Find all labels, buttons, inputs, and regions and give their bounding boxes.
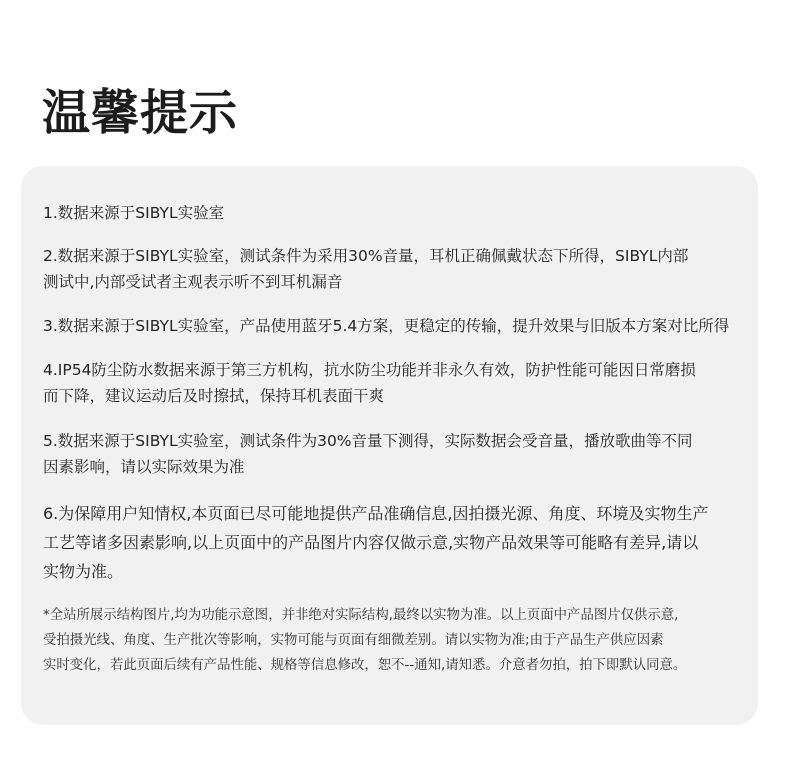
note-4-line-1: 4.IP54防尘防水数据来源于第三方机构，抗水防尘功能并非永久有效，防护性能可能因日常磨损 [43,361,696,379]
footnote-line-2: 受拍摄光线、角度、生产批次等影响，实物可能与页面有细微差别。请以实物为准;由于产品生产供应因素 [43,633,664,648]
disclaimer-footnote [43,603,753,678]
note-6-line-2: 工艺等诸多因素影响,以上页面中的产品图片内容仅做示意,实物产品效果等可能略有差异,请以 [43,533,699,552]
note-6 [43,499,743,586]
note-3 [43,313,743,339]
note-2-line-1: 2.数据来源于SIBYL实验室，测试条件为采用30%音量，耳机正确佩戴状态下所得，SIBYL内部 [43,247,689,265]
note-6-line-1: 6.为保障用户知情权,本页面已尽可能地提供产品准确信息,因拍摄光源、角度、环境及实物生产 [43,504,709,523]
page-title: 温馨提示 [42,85,239,141]
note-4-line-2: 而下降，建议运动后及时擦拭，保持耳机表面干爽 [43,387,385,405]
note-2 [43,243,743,295]
footnote-line-1: *全站所展示结构图片,均为功能示意图，并非绝对实际结构,最终以实物为准。以上页面中产品图片仅供示意, [43,608,679,623]
note-3-line-1: 3.数据来源于SIBYL实验室，产品使用蓝牙5.4方案，更稳定的传输，提升效果与旧版本方案对比所得 [43,317,730,335]
note-5-line-1: 5.数据来源于SIBYL实验室，测试条件为30%音量下测得，实际数据会受音量，播放歌曲等不同 [43,432,693,450]
note-1 [43,200,743,226]
note-5-line-2: 因素影响，请以实际效果为准 [43,458,245,476]
note-6-line-3: 实物为准。 [43,562,124,581]
note-2-line-2: 测试中,内部受试者主观表示听不到耳机漏音 [43,273,343,291]
note-4 [43,357,743,409]
note-5 [43,428,743,480]
notice-card [21,166,758,725]
note-1-line-1: 1.数据来源于SIBYL实验室 [43,204,225,222]
footnote-line-3: 实时变化，若此页面后续有产品性能、规格等信息修改，恕不--通知,请知悉。介意者勿拍，拍下即默认同意。 [43,658,687,673]
